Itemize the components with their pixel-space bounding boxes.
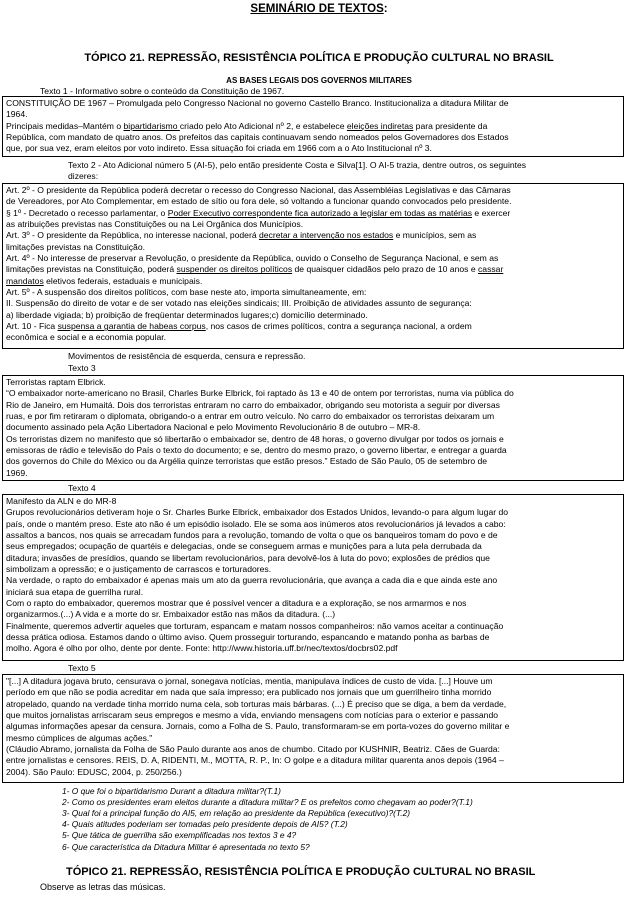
text1-line bbox=[6, 121, 620, 132]
question-5: 5- Que tática de guerrilha são exemplificadas nos textos 3 e 4? bbox=[62, 830, 297, 840]
text3-line: “O embaixador norte-americano no Brasil, Charles Burke Elbrick, foi raptado às 13 e 40 de ontem por terroristas, numa via pública do bbox=[6, 388, 514, 399]
underlined-term: Poder Executivo correspondente fica autorizado a legislar em todas as matérias bbox=[167, 207, 473, 218]
text5-line: "[...] A ditadura jogava bruto, censurava o jornal, sonegava notícias, mentia, manipulava índices de custo de vida. [...] Houve um bbox=[6, 676, 493, 686]
text-span: Art. 10 - Fica bbox=[6, 321, 58, 332]
text2-line bbox=[6, 321, 620, 332]
text3-line: dos governos do Chile do México ou da Argélia quinze terroristas que estão presos.” Estado de São Paulo, 05 de setembro de bbox=[6, 456, 488, 467]
text-span: e municípios, sem as bbox=[393, 230, 477, 241]
section-title: AS BASES LEGAIS DOS GOVERNOS MILITARES bbox=[226, 76, 412, 85]
text2-line: Art. 2º - O presidente da República poderá decretar o recesso do Congresso Nacional, das Assembléias Legislativas e das Câmaras bbox=[6, 185, 511, 195]
text5-line: mesmo cúmplices de algumas ações." bbox=[6, 732, 153, 743]
text1-label: Texto 1 - Informativo sobre o conteúdo da Constituição de 1967. bbox=[40, 86, 285, 96]
text4-line: dessa prática odiosa. Estamos dando o último aviso. Quem prosseguir torturando, espancando e matando ponha as barbas de bbox=[6, 632, 490, 643]
question-1: 1- O que foi o bipartidarismo Durant a ditadura militar?(T.1) bbox=[62, 786, 281, 796]
text2-box bbox=[2, 183, 624, 349]
text2-line: Art. 5º - A suspensão dos direitos políticos, com base neste ato, importa simultaneamente, em: bbox=[6, 287, 367, 298]
text3-line: Terroristas raptam Elbrick. bbox=[6, 377, 106, 387]
text3-line: Os terroristas dizem no manifesto que só libertarão o embaixador se, dentro de 48 horas, o governo divulgar por todos os jornais e bbox=[6, 433, 504, 444]
text-span: de quaisquer cidadãos pelo prazo de 10 anos e bbox=[292, 264, 478, 275]
text4-line: seus empregados; ocupação de quartéis e delegacias, onde se conseguem armas e munições para a luta pela derrubada da bbox=[6, 541, 482, 552]
text4-line: Manifesto da ALN e do MR-8 bbox=[6, 496, 117, 506]
text1-line: República, com mandato de quatro anos. Os prefeitos das capitais continuavam sendo nomeados pelos Governadores dos Estados bbox=[6, 132, 509, 143]
text1-line: que, por sua vez, eram eleitos por voto indireto. Essa situação foi criada em 1966 com a o Ato Institucional nº 3. bbox=[6, 143, 432, 154]
text2-line: as atribuições previstas nas Constituições ou na Lei Orgânica dos Municípios. bbox=[6, 219, 304, 230]
text1-line: CONSTITUIÇÃO DE 1967 – Promulgada pelo Congresso Nacional no governo Castello Branco. Institucionaliza a ditadura Militar de bbox=[6, 98, 509, 108]
text5-line: período em que não se podia acreditar em nada que saía impresso; era publicado nos jornais que um guerrilheiro tinha morrido bbox=[6, 687, 492, 698]
text5-box bbox=[2, 674, 624, 783]
text4-line: ditadura; invasões de presídios, quando se libertam revolucionários, para devolvê-los à luta do povo; explosões de prédios que bbox=[6, 552, 490, 563]
question-4: 4- Quais atitudes poderiam ser tomadas pelo presidente depois de AI5? (T.2) bbox=[62, 819, 348, 829]
text-span: criado pelo Ato Adicional nº 2, e estabelece bbox=[179, 120, 347, 131]
text2-line: a) liberdade vigiada; b) proibição de freqüentar determinados lugares;c) domicílio determinado. bbox=[6, 309, 368, 320]
text5-line: entre jornalistas e censores. REIS, D. A, RIDENTI, M., MOTTA, R. P., In: O golpe e a ditadura militar quarenta anos depois (1964 – bbox=[6, 755, 504, 766]
text4-line: simbolizam a opressão; e o justiçamento de carrascos e torturadores. bbox=[6, 564, 272, 575]
topic-title: TÓPICO 21. REPRESSÃO, RESISTÊNCIA POLÍTICA E PRODUÇÃO CULTURAL NO BRASIL bbox=[84, 52, 554, 64]
text2-line bbox=[6, 264, 620, 275]
text2-line: II. Suspensão do direito de votar e de ser votado nas eleições sindicais; III. Proibição de atividades assunto de segurança: bbox=[6, 298, 472, 309]
footer-note: Observe as letras das músicas. bbox=[40, 882, 166, 892]
text-span: e exercer bbox=[472, 207, 511, 218]
text2-label-cont: dizeres: bbox=[68, 171, 99, 181]
text-span: , nos casos de crimes políticos, contra a segurança nacional, a ordem bbox=[205, 321, 472, 332]
text2-line: Art. 4º - No interesse de preservar a Revolução, o presidente da República, ouvido o Conselho de Segurança Nacional, e sem as bbox=[6, 253, 499, 264]
text3-line: ruas, e por fim retiraram o diplomata, obrigando-o a entrar em outro veículo. No carro do embaixador os terroristas deixaram um bbox=[6, 411, 495, 422]
text3-line: Rio de Janeiro, em Humaitá. Dois dos terroristas entraram no carro do embaixador, obrigando seu motorista a seguir por diversas bbox=[6, 399, 500, 410]
text5-line: 2004). São Paulo: EDUSC, 2004, p. 250/256.) bbox=[6, 766, 182, 777]
text2-line bbox=[6, 208, 620, 219]
text4-line: Com o rapto do embaixador, queremos mostrar que é possível vencer a ditadura e a exploração, se nos armarmos e nos bbox=[6, 598, 467, 609]
text4-line: Finalmente, queremos advertir aqueles que torturam, espancam e matam nossos companheiros: não vamos aceitar a continuação bbox=[6, 620, 504, 631]
text2-line: econômica e social e a economia popular. bbox=[6, 332, 167, 343]
text4-box bbox=[2, 494, 624, 661]
text4-line: molho. Agora é olho por olho, dente por dente. Fonte: http://www.historia.uff.br/nec/textos/docbrs02.pdf bbox=[6, 643, 398, 654]
question-2: 2- Como os presidentes eram eleitos durante a ditadura militar? E os prefeitos como chegavam ao poder?(T.1) bbox=[62, 797, 473, 807]
footer-topic-title: TÓPICO 21. REPRESSÃO, RESISTÊNCIA POLÍTICA E PRODUÇÃO CULTURAL NO BRASIL bbox=[66, 866, 536, 878]
text4-line: iniciará sua etapa de guerrilha rural. bbox=[6, 586, 144, 597]
text5-line: (Cláudio Abramo, jornalista da Folha de São Paulo durante aos anos de chumbo. Citado por KUSHNIR, Beatriz. Cães de Guarda: bbox=[6, 744, 500, 755]
text2-line: de Vereadores, por Ato Complementar, em estado de sítio ou fora dele, só voltando a funcionar quando convocados pelo presidente. bbox=[6, 196, 512, 207]
text-span: eletivos federais, estaduais e municipais. bbox=[43, 275, 203, 286]
text2-line bbox=[6, 276, 620, 287]
text5-line: que muitos jornalistas arriscaram seus empregos e mesmo a vida, enviando mensagens com notícias para o exterior e passando bbox=[6, 710, 499, 721]
text3-label: Texto 3 bbox=[68, 363, 96, 373]
text3-line: documento assinado pela Ação Libertadora Nacional e pelo Movimento Revolucionário 8 de outubro – MR-8. bbox=[6, 422, 421, 433]
text4-line: assaltos a bancos, nos quais se arrecadam fundos para a revolução, tomando de volta o que os banqueiros tomam do povo e de bbox=[6, 530, 498, 541]
text5-line: atropelado, quando na verdade tinha morrido numa cela, sob torturas mais bárbaras. (...) É preciso que se diga, a bem da verdade, bbox=[6, 698, 507, 709]
text2-label: Texto 2 - Ato Adicional número 5 (AI-5), pelo então presidente Costa e Silva[1]. O AI-5 trazia, dentre outros, os seguintes bbox=[68, 160, 527, 170]
text-span: Art. 3º - O presidente da República, no interesse nacional, poderá bbox=[6, 230, 259, 241]
underlined-term: mandatos bbox=[6, 275, 44, 286]
underlined-term: decretar a intervenção nos estados bbox=[258, 230, 394, 241]
text2-line bbox=[6, 230, 620, 241]
text1-line: 1964. bbox=[6, 109, 28, 120]
underlined-term: suspensa a garantia de habeas corpus bbox=[57, 321, 206, 332]
text-span: limitações previstas na Constituição, poderá bbox=[6, 264, 177, 275]
text4-line: organizarmos.(...) A vida e a morte do sr. Embaixador estão nas mãos da ditadura. (...) bbox=[6, 609, 336, 620]
seminar-colon: : bbox=[383, 3, 388, 15]
text4-line: Na verdade, o rapto do embaixador é apenas mais um ato da guerra revolucionária, que avança a cada dia e que ainda este ano bbox=[6, 575, 498, 586]
text4-label: Texto 4 bbox=[68, 483, 96, 493]
question-6: 6- Que característica da Ditadura Militar é apresentada no texto 5? bbox=[62, 842, 310, 852]
text-span: para presidente da bbox=[413, 120, 488, 131]
underlined-term: cassar bbox=[478, 264, 504, 275]
text4-line: Grupos revolucionários detiveram hoje o Sr. Charles Burke Elbrick, embaixador dos Estados Unidos, levando-o para algum lugar do bbox=[6, 507, 509, 518]
seminar-heading bbox=[0, 3, 638, 15]
text4-line: país, onde o mantém preso. Este ato não é um episódio isolado. Ele se soma aos inúmeros atos revolucionários já levados a cabo: bbox=[6, 518, 506, 529]
text5-line: algumas informações apesar da censura. Jornais, como a Folha de S. Paulo, transformaram-se em porta-vozes do governo militar e bbox=[6, 721, 510, 732]
text3-line: 1969. bbox=[6, 467, 28, 478]
text3-box bbox=[2, 375, 624, 481]
underlined-term: eleições indiretas bbox=[346, 120, 414, 131]
text5-label: Texto 5 bbox=[68, 663, 96, 673]
text-span: § 1º - Decretado o recesso parlamentar, o bbox=[6, 207, 168, 218]
text3-section-label: Movimentos de resistência de esquerda, censura e repressão. bbox=[68, 351, 306, 361]
underlined-term: suspender os direitos políticos bbox=[176, 264, 293, 275]
text1-box bbox=[2, 96, 624, 157]
text2-line: limitações previstas na Constituição. bbox=[6, 241, 145, 252]
text3-line: emissoras de rádio e televisão do País o texto do documento; e se, dentro do mesmo prazo, o governo libertar, e entregar a guarda bbox=[6, 445, 507, 456]
seminar-title: SEMINÁRIO DE TEXTOS bbox=[250, 3, 384, 15]
question-3: 3- Qual foi a principal função do AI5, em relação ao presidente da República (executivo)?(T.2) bbox=[62, 808, 411, 818]
text-span: Principais medidas–Mantém o bbox=[6, 120, 124, 131]
underlined-term: bipartidarismo bbox=[123, 120, 180, 131]
